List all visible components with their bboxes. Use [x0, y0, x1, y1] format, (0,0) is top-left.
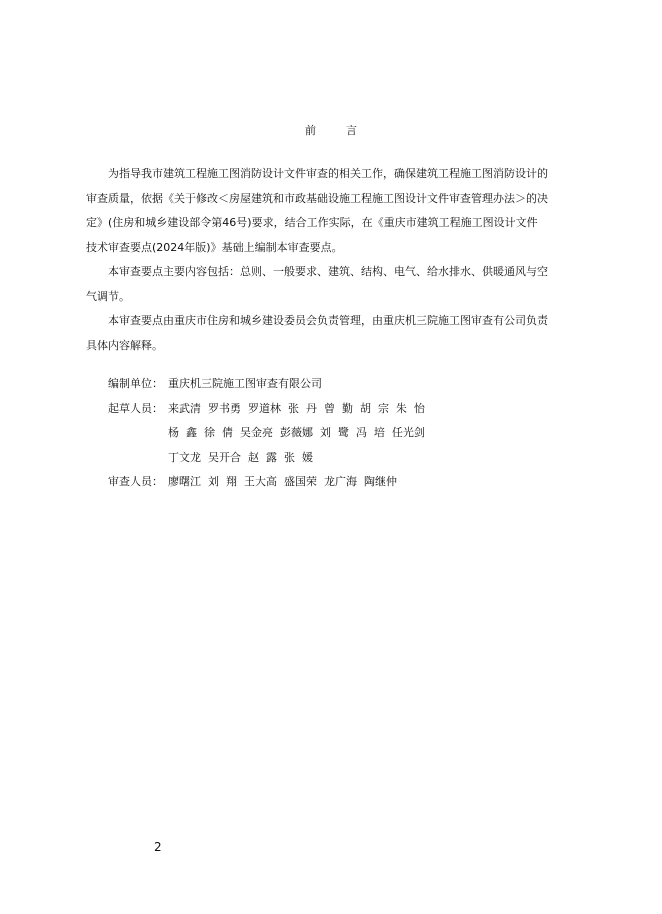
paragraph-2: [86, 260, 586, 309]
credit-value: 重庆机三院施工图审查有限公司: [168, 377, 322, 390]
credit-label: 审查人员：: [108, 475, 163, 488]
credit-label: 起草人员：: [108, 401, 163, 415]
paragraph-line: 审查质量，依据《关于修改＜房屋建筑和市政基础设施工程施工图设计文件审查管理办法＞的决: [86, 191, 548, 205]
paragraph-line: 定》(住房和城乡建设部令第46号)要求，结合工作实际，在《重庆市建筑工程施工图设计文件: [86, 216, 538, 229]
page-number: 2: [154, 840, 162, 854]
credit-row-drafters: [108, 397, 425, 422]
title-part-2: 言: [346, 124, 357, 137]
paragraph-line: 本审查要点由重庆市住房和城乡建设委员会负责管理，由重庆机三院施工图审查有公司负责: [108, 314, 548, 327]
credit-value: 杨 鑫 徐 倩 吴金亮 彭薇娜 刘 鹭 冯 培 任光剑: [168, 426, 425, 439]
paragraph-line: 气调节。: [86, 289, 130, 303]
credit-row-drafters-cont: [108, 446, 425, 471]
paragraph-line: 具体内容解释。: [86, 338, 163, 352]
paragraph-3: [86, 309, 586, 358]
credit-label: [108, 421, 168, 446]
credit-label: [108, 446, 168, 471]
credit-row-editor: [108, 372, 425, 397]
paragraph-1: [86, 162, 586, 260]
paragraph-line: 本审查要点主要内容包括：总则、一般要求、建筑、结构、电气、给水排水、供暖通风与空: [108, 265, 548, 278]
credit-value: 廖曙江 刘 翔 王大高 盛国荣 龙广海 陶继仲: [168, 475, 397, 488]
title-part-1: 前: [305, 124, 316, 137]
credit-value: 丁文龙 吴开合 赵 露 张 媛: [168, 450, 313, 464]
credits-block: [108, 372, 425, 495]
credit-value: 来武清 罗书勇 罗道林 张 丹 曾 勤 胡 宗 朱 怡: [168, 401, 425, 415]
page-title: [0, 122, 662, 138]
paragraph-line: 技术审查要点(2024年版)》基础上编制本审查要点。: [86, 240, 343, 254]
paragraph-line: 为指导我市建筑工程施工图消防设计文件审查的相关工作，确保建筑工程施工图消防设计的: [108, 167, 548, 180]
credit-row-reviewers: [108, 470, 425, 495]
credit-label: 编制单位：: [108, 377, 163, 390]
credit-row-drafters-cont: [108, 421, 425, 446]
